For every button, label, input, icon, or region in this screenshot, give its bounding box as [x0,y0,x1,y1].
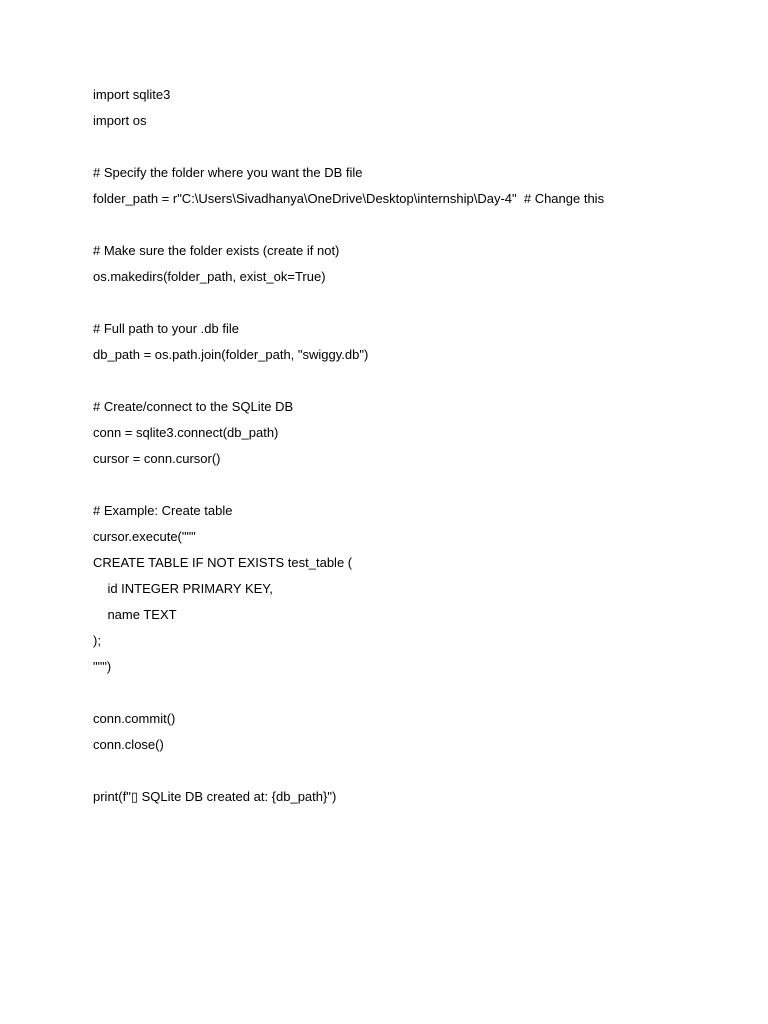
text-line: cursor.execute(""" [93,529,196,544]
text-line: print(f"▯ SQLite DB created at: {db_path}") [93,789,337,804]
blank-line [93,294,733,320]
blank-line [93,476,733,502]
text-line: conn = sqlite3.connect(db_path) [93,425,279,440]
comment-line: # Full path to your .db file [93,321,239,336]
text-line: """) [93,659,112,674]
comment-line: # Specify the folder where you want the DB file [93,165,363,180]
text-line: id INTEGER PRIMARY KEY, [93,581,273,596]
comment-line: # Create/connect to the SQLite DB [93,399,294,414]
text-line: import os [93,113,147,128]
text-line: CREATE TABLE IF NOT EXISTS test_table ( [93,555,353,570]
text-line: cursor = conn.cursor() [93,451,221,466]
blank-line [93,216,733,242]
blank-line [93,684,733,710]
text-line: ); [93,633,101,648]
document-body [93,86,733,814]
comment-line: # Make sure the folder exists (create if not) [93,243,340,258]
blank-line [93,372,733,398]
text-line: os.makedirs(folder_path, exist_ok=True) [93,269,326,284]
text-line: db_path = os.path.join(folder_path, "swiggy.db") [93,347,369,362]
text-line: conn.commit() [93,711,176,726]
text-line: folder_path = r"C:\Users\Sivadhanya\OneDrive\Desktop\internship\Day-4" # Change this [93,191,605,206]
text-line: name TEXT [93,607,177,622]
text-line: conn.close() [93,737,164,752]
blank-line [93,762,733,788]
comment-line: # Example: Create table [93,503,233,518]
text-line: import sqlite3 [93,87,171,102]
blank-line [93,138,733,164]
